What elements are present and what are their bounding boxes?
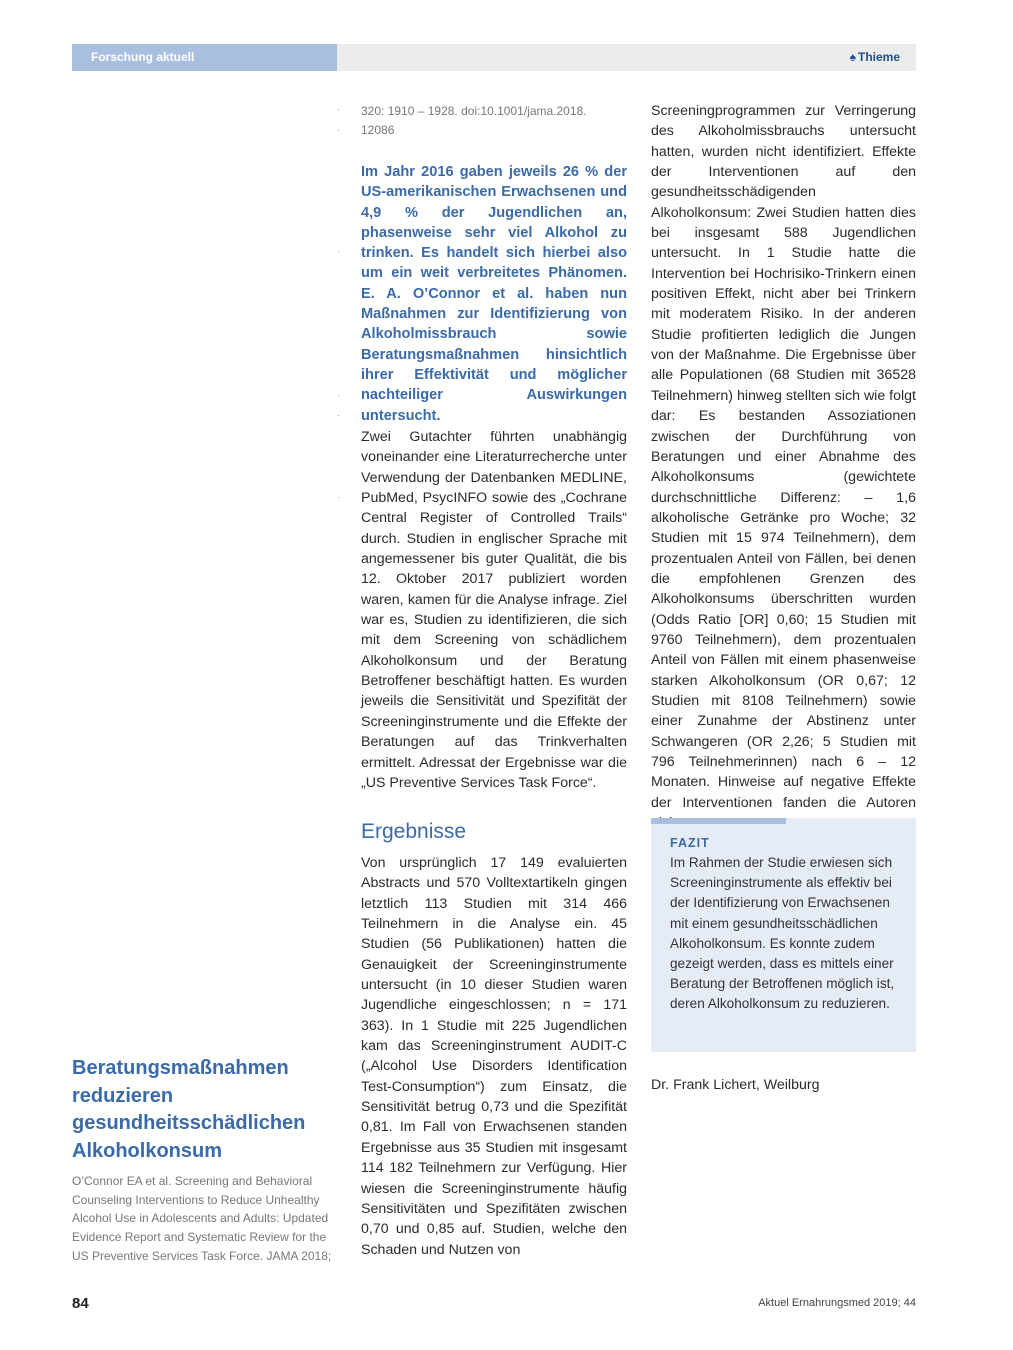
margin-mark: · bbox=[337, 492, 340, 502]
publisher-header bbox=[337, 44, 916, 71]
fazit-box bbox=[651, 818, 916, 1052]
journal-reference: Aktuel Ernahrungsmed 2019; 44 bbox=[758, 1297, 916, 1309]
thieme-logo-icon: ♠ bbox=[849, 50, 856, 64]
results-paragraph: Von ursprünglich 17 149 evaluierten Abstracts und 570 Volltextartikeln gingen letztlich 113 Studien mit 314 466 Teilnehmern in die Analyse ein. 45 Studien (56 Publikationen) hatten die Genauigkeit der Screeninginstrumente untersucht (in 10 dieser Studien waren Jugendliche eingeschlossen; n = 171 363). In 1 Studie mit 225 Jugendlichen kam das Screeninginstrument AUDIT-C („Alcohol Use Disorders Identification Test-Consumption“) zum Einsatz, die Sensitivität betrug 0,73 und die Spezifität 0,81. Im Fall von Erwachsenen standen Ergebnisse aus 35 Studien mit insgesamt 114 182 Teilnehmern zur Verfügung. Hier wiesen die Screeninginstrumente häufig Sensitivitäten und Spezifitäten zwischen 0,70 und 0,85 auf. Studien, welche den Schaden und Nutzen von bbox=[361, 855, 627, 1258]
fazit-text: Im Rahmen der Studie erwiesen sich Screeninginstrumente als effektiv bei der Identifizierung von Erwachsenen mit einem gesundheitsschädlichen Alkoholkonsum. Es konnte zudem gezeigt werden, dass es mittels einer Beratung der Betroffenen möglich ist, deren Alkoholkonsum zu reduzieren. bbox=[670, 855, 895, 1012]
results-paragraph-continued: Screeningprogrammen zur Verringerung des Alkoholmissbrauchs untersucht hatten, wurden nicht identifiziert. Effekte der Interventionen auf den gesundheitsschädigenden Alkoholkonsum: Zwei Studien hatten dies bei insgesamt 588 Jugendlichen untersucht. In 1 Studie hatte die Intervention bei Hochrisiko-Trinkern einen positiven Effekt, nicht aber bei Trinkern mit moderatem Risiko. In der anderen Studie profitierten lediglich die Jungen von der Maßnahme. Die Ergebnisse über alle Populationen (68 Studien mit 36528 Teilnehmern) hinweg stellten sich wie folgt dar: Es bestanden Assoziationen zwischen der Durchführung von Beratungen und einer Abnahme des Alkoholkonsums (gewichtete durchschnittliche Differenz: – 1,6 alkoholische Getränke pro Woche; 32 Studien mit 15 974 Teilnehmern), dem prozentualen Anteil von Fällen, bei denen die empfohlenen Grenzen des Alkoholkonsums überschritten wurden (Odds Ratio [OR] 0,60; 15 Studien mit 9760 Teilnehmern), dem prozentualen Anteil von Fällen mit einem phasenweise starken Alkoholkonsum (OR 0,67; 12 Studien mit 8108 Teilnehmern) sowie einer Zunahme der Abstinenz unter Schwangeren (OR 2,26; 5 Studien mit 796 Teilnehmerinnen) nach 6 – 12 Monaten. Hinweise auf negative Effekte der Interventionen fanden die Autoren bbox=[651, 103, 916, 811]
section-header bbox=[72, 44, 337, 71]
margin-mark: · bbox=[337, 390, 340, 400]
results-heading: Ergebnisse bbox=[361, 820, 467, 843]
page-number: 84 bbox=[72, 1295, 89, 1312]
margin-mark: · bbox=[337, 125, 340, 135]
publisher-name: Thieme bbox=[857, 50, 900, 64]
section-label: Forschung aktuell bbox=[91, 50, 195, 64]
margin-mark: · bbox=[337, 246, 340, 256]
article-title: Beratungsmaßnahmen reduzieren gesundheitsschädlichen Alkoholkonsum bbox=[72, 1057, 306, 1162]
margin-mark: · bbox=[337, 104, 340, 114]
margin-mark: · bbox=[337, 410, 340, 420]
reference-continuation: 320: 1910 – 1928. doi:10.1001/jama.2018. 12086 bbox=[361, 104, 587, 137]
methods-paragraph: Zwei Gutachter führten unabhängig voneinander eine Literaturrecherche unter Verwendung der Datenbanken MEDLINE, PubMed, PsycINFO sowie des „Cochrane Central Register of Controlled Trails“ durch. Studien in englischer Sprache mit angemessener bis guter Qualität, die bis 12. Oktober 2017 publiziert worden waren, kamen für die Analyse infrage. Ziel war es, Studien zu identifizieren, die sich mit dem Screening von schädlichem Alkoholkonsum und der Beratung Betroffener beschäftigt hatten. Es wurden jeweils die Sensitivität und Spezifität der Screeninginstrumente und die Effekte der Beratungen auf das Trinkverhalten ermittelt. Adressat der Ergebnisse war die „US Preventive Services Task Force“. bbox=[361, 429, 627, 791]
author-line: Dr. Frank Lichert, Weilburg bbox=[651, 1077, 820, 1093]
lead-paragraph: Im Jahr 2016 gaben jeweils 26 % der US-amerikanischen Erwachsenen und 4,9 % der Jugendlichen an, phasenweise sehr viel Alkohol zu trinken. Es handelt sich hierbei also um ein weit verbreitetes Phänomen. E. A. O’Connor et al. haben nun Maßnahmen zur Identifizierung von Alkoholmissbrauch sowie Beratungsmaßnahmen hinsichtlich ihrer Effektivität und möglicher nachteiliger Auswirkungen untersucht. bbox=[361, 164, 627, 424]
fazit-accent-bar bbox=[651, 818, 786, 824]
fazit-title: FAZIT bbox=[670, 836, 710, 850]
article-reference: O’Connor EA et al. Screening and Behavioral Counseling Interventions to Reduce Unhealthy Alcohol Use in Adolescents and Adults: Updated Evidence Report and Systematic Review for the US Preventive Services Task Force. JAMA 2018; bbox=[72, 1174, 332, 1263]
